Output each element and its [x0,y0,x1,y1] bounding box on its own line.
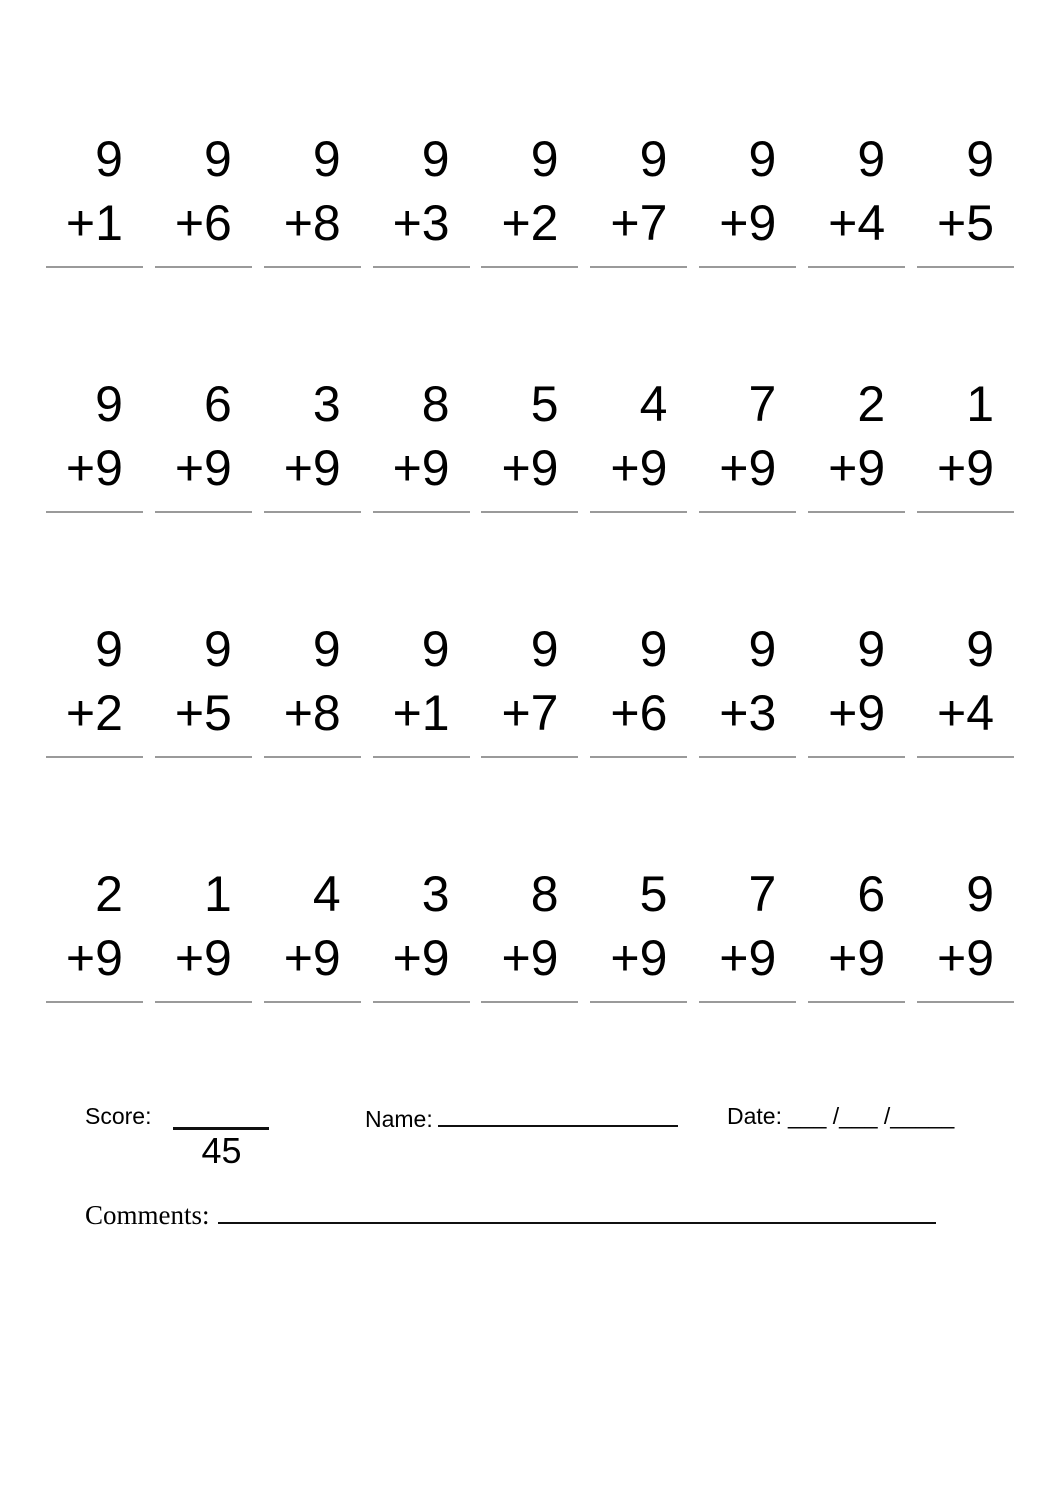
answer-blank[interactable] [699,511,796,513]
answer-blank[interactable] [264,266,361,268]
answer-blank[interactable] [917,266,1014,268]
problem-stack [937,127,994,255]
name-blank[interactable] [438,1103,678,1127]
answer-blank[interactable] [808,756,905,758]
score-section [85,1103,269,1171]
problem-stack [393,372,450,500]
addition-problem [149,617,258,862]
addition-problem [367,617,476,862]
addition-problem [476,862,585,1107]
comments-label: Comments: [85,1200,210,1230]
top-addend: 2 [857,376,886,432]
top-addend: 9 [530,131,559,187]
bottom-addend: +9 [392,930,450,986]
problem-stack [610,127,667,255]
addition-problem [693,617,802,862]
date-blanks[interactable]: ___ /___ /_____ [787,1103,955,1129]
problem-stack [175,372,232,500]
top-addend: 9 [639,131,668,187]
problem-stack [66,617,123,745]
top-addend: 5 [530,376,559,432]
bottom-addend: +9 [65,930,123,986]
answer-blank[interactable] [264,1001,361,1003]
date-label: Date: [727,1103,782,1129]
bottom-addend: +7 [610,195,668,251]
answer-blank[interactable] [699,756,796,758]
addition-problem [476,617,585,862]
problem-stack [610,372,667,500]
problem-stack [719,617,776,745]
top-addend: 9 [312,621,341,677]
problem-stack [175,127,232,255]
problem-row [40,862,1020,1107]
top-addend: 9 [966,131,995,187]
top-addend: 8 [421,376,450,432]
top-addend: 9 [748,621,777,677]
addition-problem [149,862,258,1107]
bottom-addend: +9 [828,930,886,986]
bottom-addend: +1 [65,195,123,251]
answer-blank[interactable] [590,266,687,268]
score-label: Score: [85,1103,152,1129]
problem-row [40,127,1020,372]
bottom-addend: +8 [283,195,341,251]
bottom-addend: +9 [937,930,995,986]
problem-stack [501,127,558,255]
problem-stack [175,862,232,990]
addition-problem [584,127,693,372]
bottom-addend: +9 [828,440,886,496]
bottom-addend: +7 [501,685,559,741]
comments-section [85,1198,936,1231]
bottom-addend: +2 [501,195,559,251]
top-addend: 7 [748,866,777,922]
top-addend: 9 [421,621,450,677]
problems-grid [40,127,1020,1107]
addition-problem [802,372,911,617]
problem-stack [719,862,776,990]
top-addend: 8 [530,866,559,922]
score-fraction [173,1103,269,1171]
top-addend: 4 [639,376,668,432]
answer-blank[interactable] [46,1001,143,1003]
bottom-addend: +3 [392,195,450,251]
problem-row [40,617,1020,862]
problem-stack [393,617,450,745]
addition-problem [476,372,585,617]
problem-stack [66,862,123,990]
comments-blank[interactable] [218,1198,936,1224]
bottom-addend: +9 [937,440,995,496]
top-addend: 4 [312,866,341,922]
top-addend: 3 [421,866,450,922]
answer-blank[interactable] [373,266,470,268]
problem-stack [284,127,341,255]
bottom-addend: +2 [65,685,123,741]
bottom-addend: +9 [174,440,232,496]
answer-blank[interactable] [46,511,143,513]
top-addend: 9 [530,621,559,677]
problem-stack [719,127,776,255]
bottom-addend: +9 [283,930,341,986]
bottom-addend: +9 [719,440,777,496]
top-addend: 9 [966,866,995,922]
bottom-addend: +9 [828,685,886,741]
problem-stack [66,127,123,255]
addition-problem [693,862,802,1107]
answer-blank[interactable] [808,511,905,513]
addition-problem [584,372,693,617]
top-addend: 9 [748,131,777,187]
answer-blank[interactable] [155,266,252,268]
problem-stack [501,372,558,500]
answer-blank[interactable] [481,266,578,268]
addition-problem [911,127,1020,372]
bottom-addend: +9 [719,195,777,251]
top-addend: 1 [966,376,995,432]
answer-blank[interactable] [264,511,361,513]
addition-problem [367,127,476,372]
addition-problem [40,617,149,862]
answer-blank[interactable] [590,756,687,758]
date-section [727,1103,954,1130]
problem-stack [175,617,232,745]
problem-stack [937,617,994,745]
addition-problem [258,372,367,617]
answer-blank[interactable] [373,511,470,513]
addition-problem [911,862,1020,1107]
addition-problem [40,862,149,1107]
addition-problem [367,862,476,1107]
addition-problem [149,127,258,372]
addition-problem [911,372,1020,617]
top-addend: 9 [204,621,232,677]
answer-blank[interactable] [481,511,578,513]
bottom-addend: +4 [828,195,886,251]
answer-blank[interactable] [808,266,905,268]
top-addend: 9 [95,621,123,677]
addition-problem [802,127,911,372]
top-addend: 6 [857,866,886,922]
top-addend: 9 [95,376,123,432]
answer-blank[interactable] [373,756,470,758]
bottom-addend: +5 [937,195,995,251]
name-section [365,1103,678,1133]
bottom-addend: +4 [937,685,995,741]
answer-blank[interactable] [590,1001,687,1003]
problem-stack [393,127,450,255]
addition-problem [40,372,149,617]
bottom-addend: +9 [65,440,123,496]
bottom-addend: +3 [719,685,777,741]
top-addend: 9 [204,131,232,187]
answer-blank[interactable] [155,511,252,513]
score-blank[interactable] [173,1103,269,1130]
top-addend: 5 [639,866,668,922]
problem-stack [501,617,558,745]
addition-problem [149,372,258,617]
bottom-addend: +9 [501,930,559,986]
bottom-addend: +5 [174,685,232,741]
addition-problem [802,617,911,862]
answer-blank[interactable] [590,511,687,513]
answer-blank[interactable] [699,1001,796,1003]
top-addend: 2 [95,866,123,922]
answer-blank[interactable] [917,1001,1014,1003]
problem-stack [284,862,341,990]
problem-stack [828,862,885,990]
bottom-addend: +9 [610,930,668,986]
problem-stack [610,617,667,745]
answer-blank[interactable] [46,266,143,268]
top-addend: 9 [857,131,886,187]
addition-problem [476,127,585,372]
answer-blank[interactable] [481,1001,578,1003]
problem-stack [828,372,885,500]
addition-problem [584,617,693,862]
problem-stack [501,862,558,990]
bottom-addend: +9 [174,930,232,986]
top-addend: 3 [312,376,341,432]
problem-stack [719,372,776,500]
answer-blank[interactable] [699,266,796,268]
answer-blank[interactable] [155,1001,252,1003]
answer-blank[interactable] [155,756,252,758]
addition-problem [258,617,367,862]
top-addend: 6 [204,376,232,432]
top-addend: 9 [95,131,123,187]
answer-blank[interactable] [264,756,361,758]
bottom-addend: +9 [392,440,450,496]
bottom-addend: +6 [610,685,668,741]
problem-stack [66,372,123,500]
problem-stack [937,372,994,500]
answer-blank[interactable] [917,511,1014,513]
problem-stack [937,862,994,990]
top-addend: 1 [204,866,232,922]
answer-blank[interactable] [46,756,143,758]
top-addend: 9 [966,621,995,677]
bottom-addend: +9 [610,440,668,496]
problem-stack [828,127,885,255]
addition-problem [911,617,1020,862]
top-addend: 7 [748,376,777,432]
answer-blank[interactable] [917,756,1014,758]
answer-blank[interactable] [481,756,578,758]
problem-row [40,372,1020,617]
addition-problem [367,372,476,617]
name-label: Name: [365,1106,433,1132]
top-addend: 9 [857,621,886,677]
bottom-addend: +9 [719,930,777,986]
problem-stack [610,862,667,990]
addition-problem [258,862,367,1107]
addition-problem [258,127,367,372]
addition-problem [693,372,802,617]
addition-problem [40,127,149,372]
problem-stack [828,617,885,745]
answer-blank[interactable] [373,1001,470,1003]
bottom-addend: +1 [392,685,450,741]
addition-problem [802,862,911,1107]
problem-stack [284,617,341,745]
score-total: 45 [201,1130,242,1171]
answer-blank[interactable] [808,1001,905,1003]
bottom-addend: +8 [283,685,341,741]
top-addend: 9 [312,131,341,187]
bottom-addend: +9 [501,440,559,496]
bottom-addend: +6 [174,195,232,251]
top-addend: 9 [639,621,668,677]
addition-problem [584,862,693,1107]
top-addend: 9 [421,131,450,187]
addition-problem [693,127,802,372]
bottom-addend: +9 [283,440,341,496]
problem-stack [284,372,341,500]
problem-stack [393,862,450,990]
